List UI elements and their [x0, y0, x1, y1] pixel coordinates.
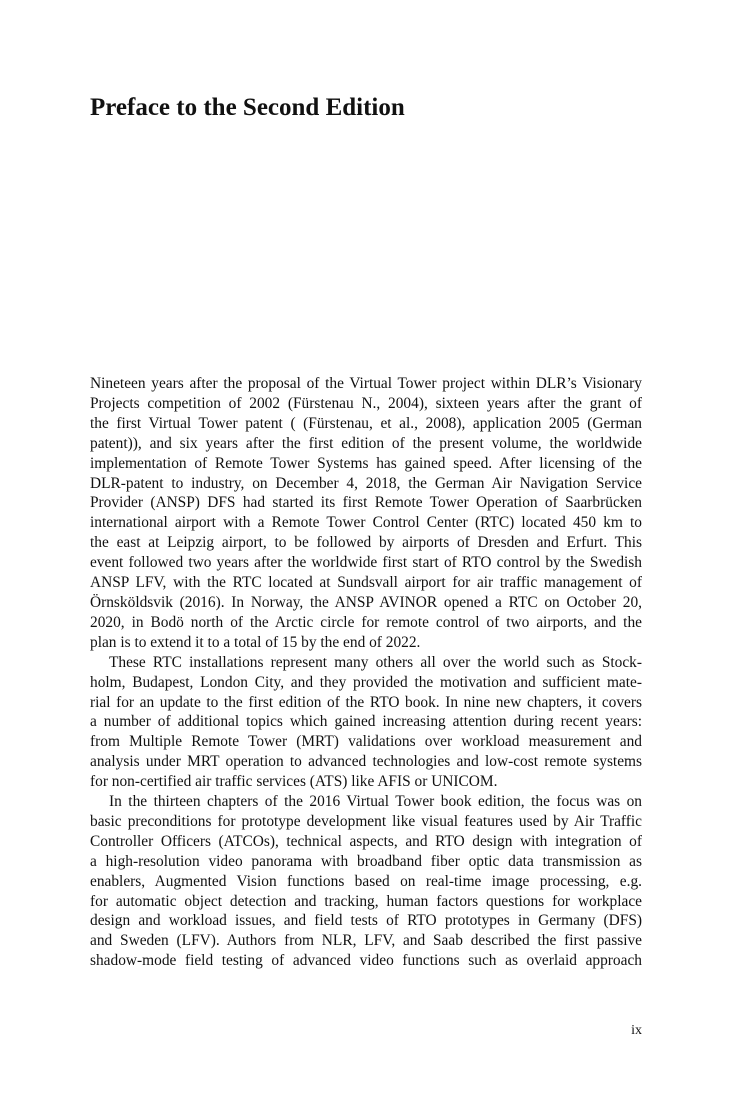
- text-line: Provider (ANSP) DFS had started its first Remote Tower Operation of Saarbrücken: [90, 494, 642, 512]
- text-line: a number of additional topics which gained increasing attention during recent years:: [90, 713, 642, 731]
- text-line: These RTC installations represent many others all over the world such as Stock-: [109, 653, 642, 671]
- text-line: for automatic object detection and tracking, human factors questions for workplace: [90, 892, 642, 910]
- text-line: DLR-patent to industry, on December 4, 2018, the German Air Navigation Service: [90, 474, 642, 492]
- text-line: implementation of Remote Tower Systems has gained speed. After licensing of the: [90, 454, 642, 472]
- text-line: Nineteen years after the proposal of the Virtual Tower project within DLR’s Visionary: [90, 375, 642, 392]
- text-line: Projects competition of 2002 (Fürstenau N., 2004), sixteen years after the grant of: [90, 394, 642, 412]
- text-line: event followed two years after the worldwide first start of RTO control by the Swedish: [90, 554, 642, 572]
- text-line: ANSP LFV, with the RTC located at Sundsvall airport for air traffic management of: [90, 574, 642, 592]
- text-line: holm, Budapest, London City, and they provided the motivation and sufficient mate-: [90, 673, 642, 691]
- text-line: 2020, in Bodö north of the Arctic circle for remote control of two airports, and the: [90, 613, 642, 631]
- text-line: the east at Leipzig airport, to be followed by airports of Dresden and Erfurt. This: [90, 534, 642, 552]
- text-line: shadow-mode field testing of advanced video functions such as overlaid approach: [90, 952, 642, 970]
- text-line: enablers, Augmented Vision functions based on real-time image processing, e.g.: [90, 872, 642, 890]
- text-line: In the thirteen chapters of the 2016 Virtual Tower book edition, the focus was on: [109, 793, 642, 811]
- text-line: Controller Officers (ATCOs), technical aspects, and RTO design with integration of: [90, 832, 642, 850]
- text-line: Örnsköldsvik (2016). In Norway, the ANSP AVINOR opened a RTC on October 20,: [90, 593, 642, 611]
- text-line: basic preconditions for prototype development like visual features used by Air Traffic: [90, 812, 642, 830]
- text-line: for non-certified air traffic services (ATS) like AFIS or UNICOM.: [90, 773, 498, 791]
- text-line: and Sweden (LFV). Authors from NLR, LFV, and Saab described the first passive: [90, 932, 642, 950]
- body-text: [90, 374, 642, 971]
- text-line: analysis under MRT operation to advanced technologies and low-cost remote systems: [90, 753, 642, 771]
- text-line: a high-resolution video panorama with broadband fiber optic data transmission as: [90, 852, 642, 870]
- text-line: rial for an update to the first edition of the RTO book. In nine new chapters, it covers: [90, 693, 642, 711]
- text-line: design and workload issues, and field tests of RTO prototypes in Germany (DFS): [90, 912, 642, 930]
- text-line: the first Virtual Tower patent ( (Fürstenau, et al., 2008), application 2005 (German: [90, 414, 642, 432]
- text-line: from Multiple Remote Tower (MRT) validations over workload measurement and: [90, 733, 642, 751]
- text-line: international airport with a Remote Tower Control Center (RTC) located 450 km to: [90, 514, 642, 532]
- text-line: patent)), and six years after the first edition of the present volume, the worldwide: [90, 434, 642, 452]
- page-number: ix: [631, 1023, 642, 1038]
- text-line: plan is to extend it to a total of 15 by the end of 2022.: [90, 633, 421, 651]
- page-title: Preface to the Second Edition: [90, 94, 405, 121]
